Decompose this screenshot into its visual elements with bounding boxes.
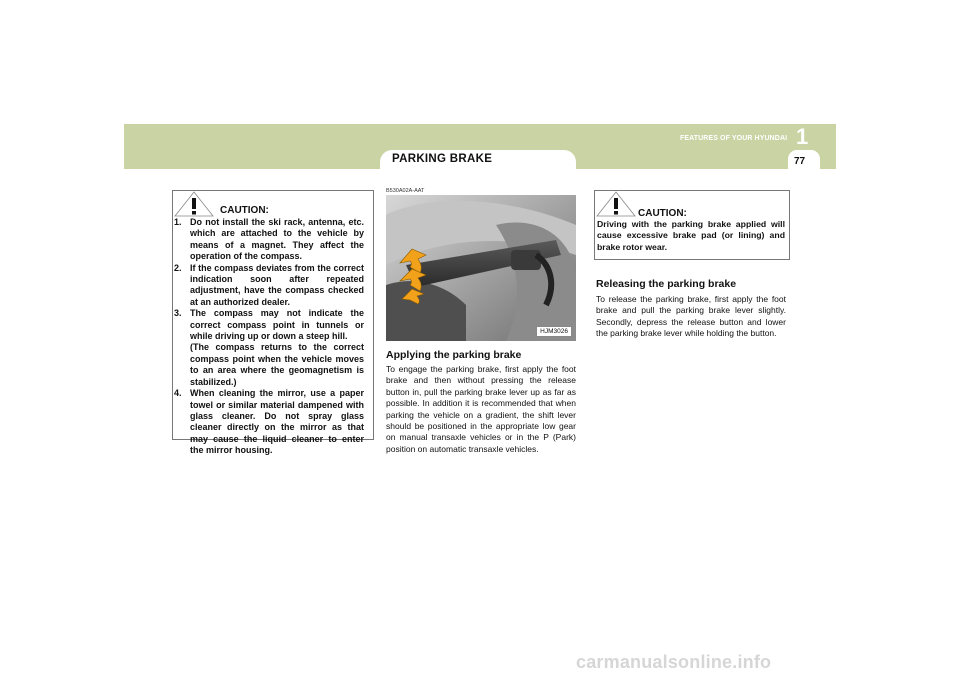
caution-title: CAUTION: xyxy=(638,208,687,219)
caution-list xyxy=(174,217,364,457)
photo-code: HJM3026 xyxy=(536,326,572,337)
reference-code: B530A02A-AAT xyxy=(386,188,425,194)
caution-title: CAUTION: xyxy=(220,205,269,216)
list-item: 3. The compass may not indicate the correct compass point in tunnels or while driving up or down a steep hill. (The compass returns to the correct compass point when the vehicle moves to an area where the geomagnetism is stabilized.) xyxy=(174,308,364,387)
parking-brake-photo xyxy=(386,195,576,341)
watermark: carmanualsonline.info xyxy=(576,652,772,672)
releasing-body: To release the parking brake, first apply the foot brake and pull the parking brake lever slightly. Secondly, depress the release button and lower the parking brake lever while holding the button. xyxy=(596,294,786,339)
warning-triangle-icon xyxy=(596,191,636,217)
warning-triangle-icon xyxy=(174,191,214,217)
applying-subheading: Applying the parking brake xyxy=(386,349,522,361)
releasing-subheading: Releasing the parking brake xyxy=(596,278,737,290)
list-item: 2. If the compass deviates from the correct indication soon after repeated adjustment, have the compass checked at an authorized dealer. xyxy=(174,262,364,307)
pull-arrow-icon xyxy=(396,245,430,305)
chapter-number: 1 xyxy=(796,124,809,149)
applying-body: To engage the parking brake, first apply the foot brake and then without pressing the release button in, pull the parking brake lever up as far as possible. In addition it is recommended that when parking the vehicle on a gradient, the shift lever should be positioned in the appropriate low gear on manual transaxle vehicles or in the P (Park) position on automatic transaxle vehicles. xyxy=(386,364,576,454)
list-item: 1. Do not install the ski rack, antenna, etc. which are attached to the vehicle by means of a magnet. They affect the operation of the compass. xyxy=(174,217,364,262)
right-caution-text: Driving with the parking brake applied will cause excessive brake pad (or lining) and brake rotor wear. xyxy=(597,219,785,252)
page-number: 77 xyxy=(794,156,806,167)
list-item: 4. When cleaning the mirror, use a paper towel or similar material dampened with glass cleaner. Do not spray glass cleaner directly on the mirror as that may cause the liquid cleaner to enter the mirror housing. xyxy=(174,388,364,456)
chapter-label: FEATURES OF YOUR HYUNDAI xyxy=(680,135,788,142)
section-title: PARKING BRAKE xyxy=(392,153,493,165)
